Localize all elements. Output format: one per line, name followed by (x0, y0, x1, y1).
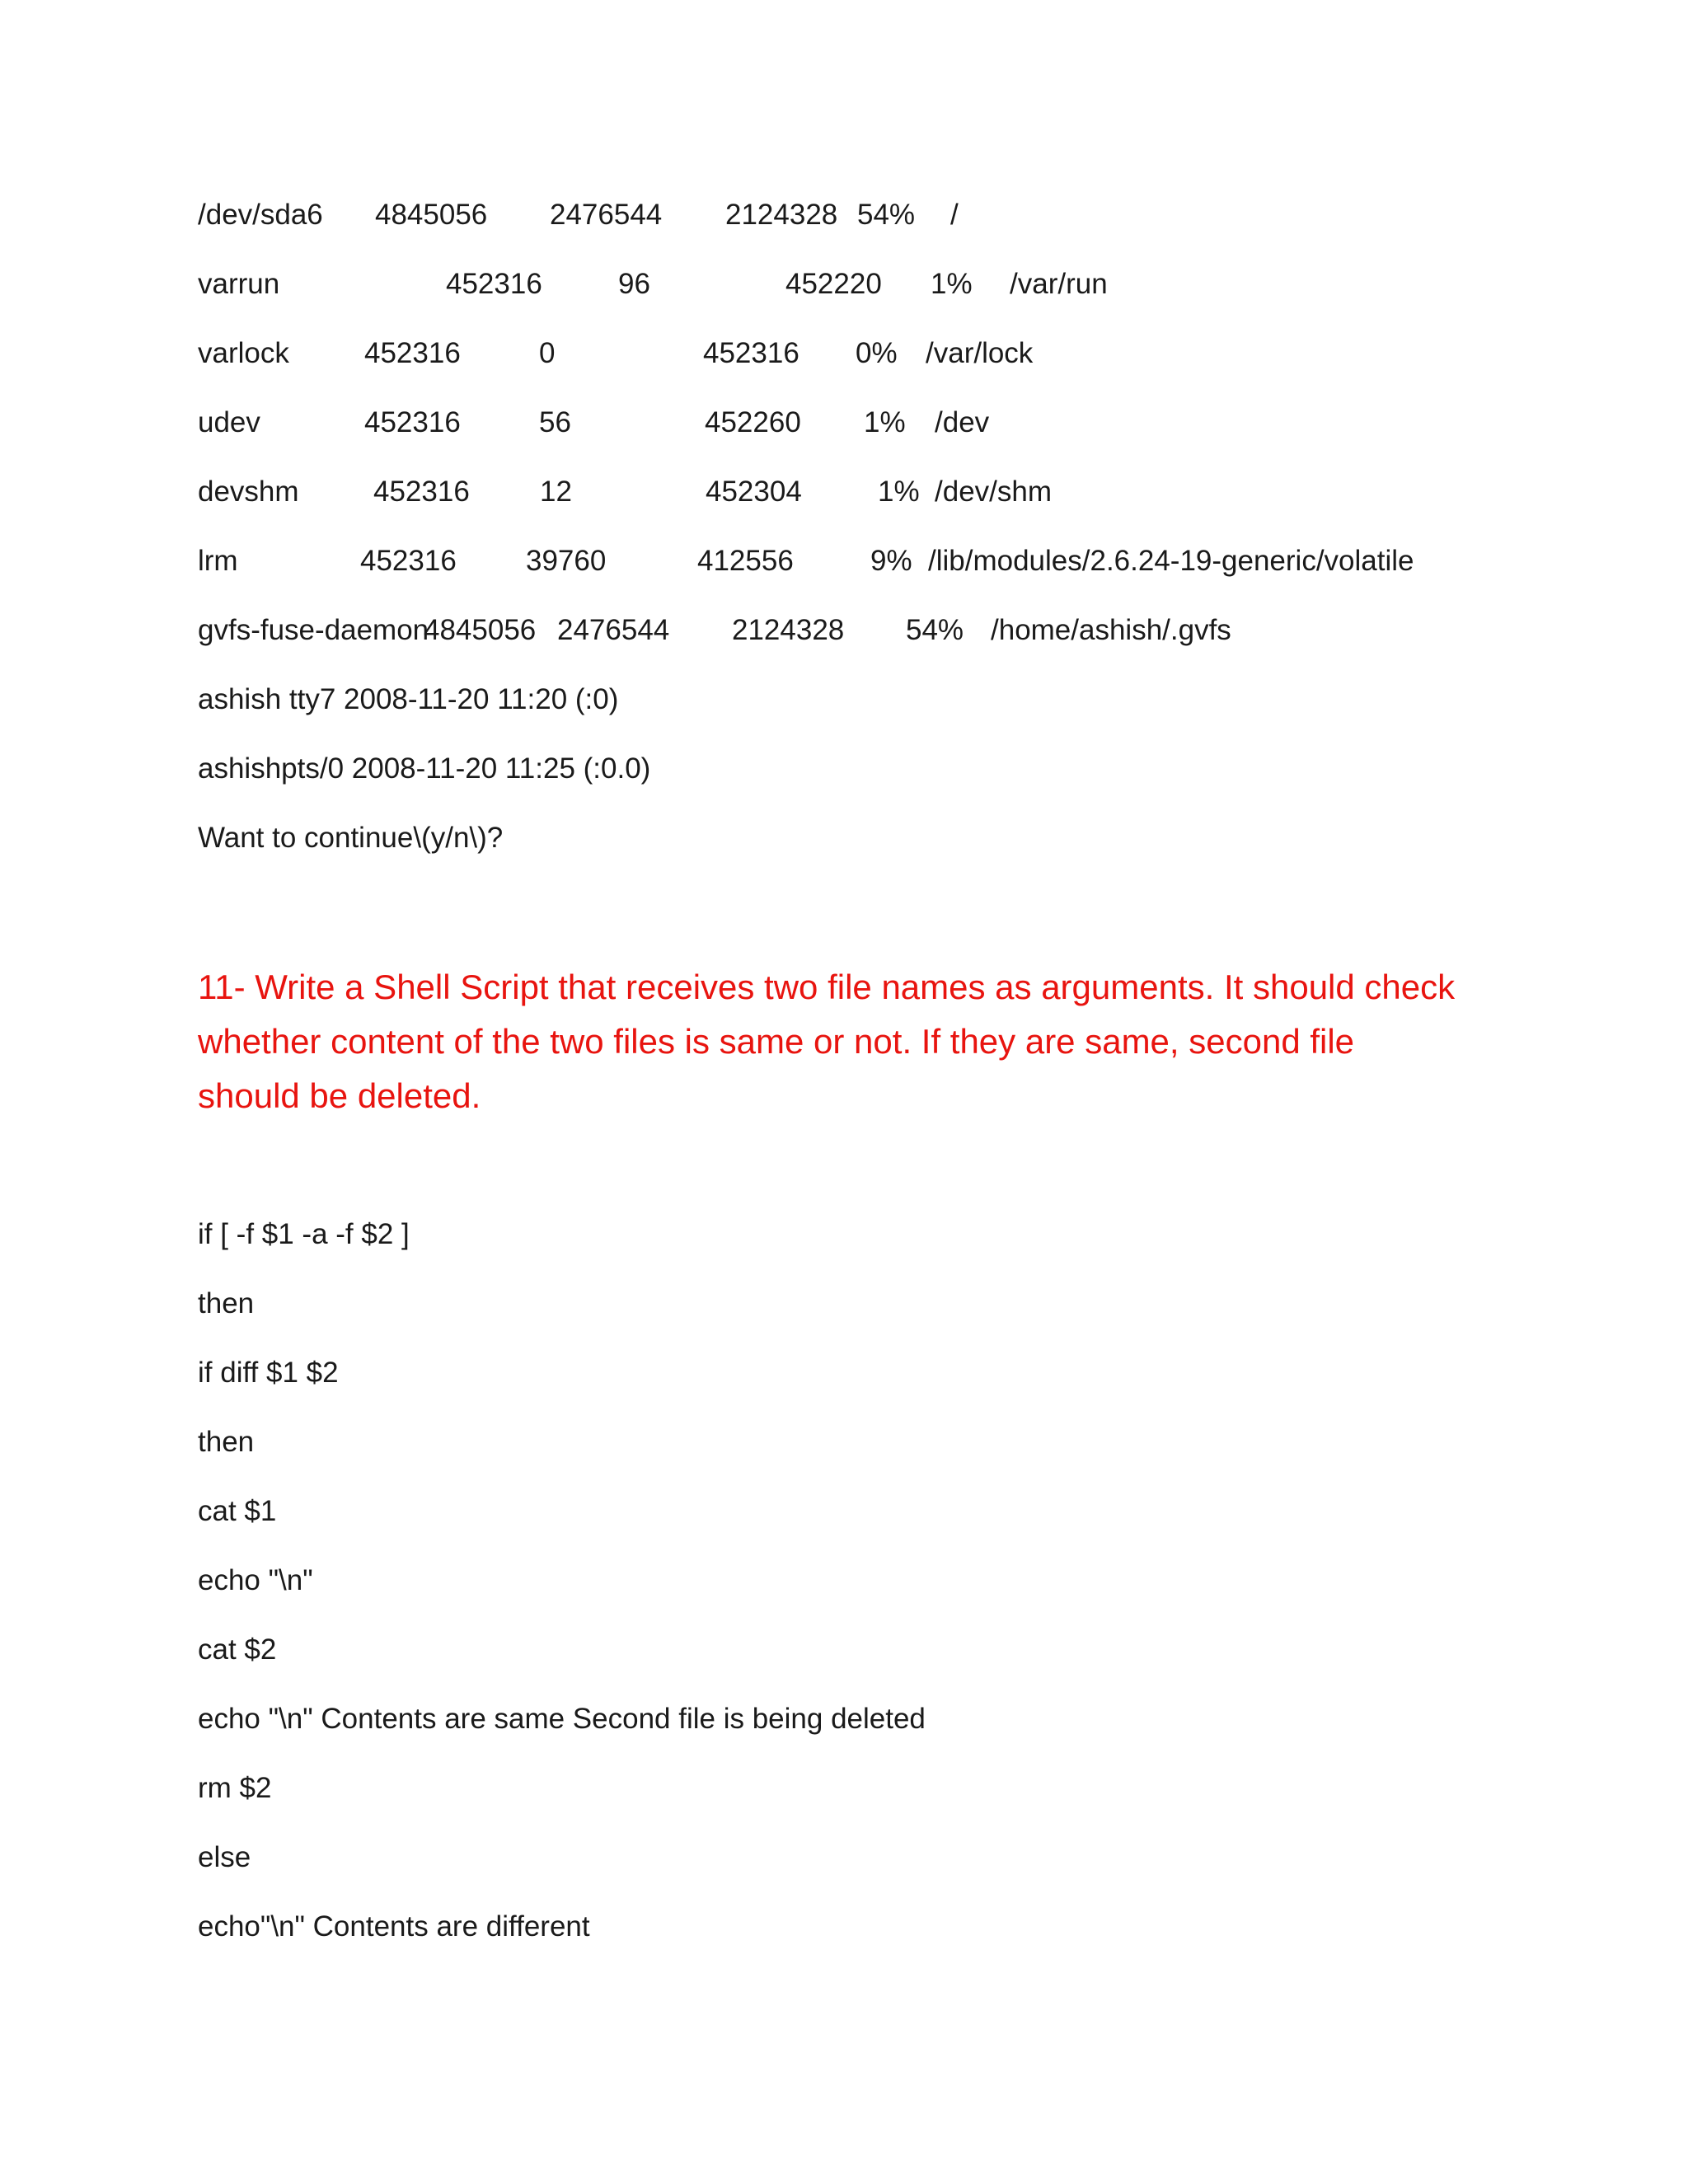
continue-prompt: Want to continue\(y/n\)? (198, 822, 504, 854)
code-line: echo "\n" (198, 1564, 313, 1596)
df-available: 452316 (703, 337, 799, 369)
df-filesystem: varlock (198, 337, 289, 369)
df-available: 2124328 (732, 614, 845, 646)
df-size: 4845056 (424, 614, 537, 646)
question-line: should be deleted. (198, 1076, 481, 1115)
df-used: 39760 (526, 545, 607, 577)
df-available: 452260 (705, 406, 801, 438)
df-available: 452220 (785, 268, 882, 300)
df-row-lrm (0, 537, 1688, 586)
df-filesystem: devshm (198, 476, 299, 508)
code-line: else (198, 1841, 251, 1873)
df-mount: /home/ashish/.gvfs (991, 614, 1231, 646)
df-row-devshm (0, 467, 1688, 517)
code-line: if diff $1 $2 (198, 1357, 339, 1389)
df-filesystem: gvfs-fuse-daemon (198, 614, 429, 646)
df-size: 452316 (364, 406, 461, 438)
df-mount: /var/lock (926, 337, 1034, 369)
df-used: 2476544 (557, 614, 670, 646)
df-use-percent: 54% (857, 199, 916, 231)
df-use-percent: 9% (870, 545, 912, 577)
df-size: 452316 (364, 337, 461, 369)
code-line: if [ -f $1 -a -f $2 ] (198, 1218, 410, 1250)
df-use-percent: 1% (931, 268, 973, 300)
code-line: cat $1 (198, 1495, 277, 1527)
df-used: 96 (618, 268, 650, 300)
code-line: rm $2 (198, 1772, 272, 1804)
code-line: cat $2 (198, 1633, 277, 1666)
df-mount: / (950, 199, 959, 231)
df-size: 452316 (373, 476, 470, 508)
df-size: 452316 (360, 545, 457, 577)
df-row-udev (0, 398, 1688, 448)
df-row-varrun (0, 260, 1688, 309)
df-available: 2124328 (725, 199, 838, 231)
df-row-sda6 (0, 190, 1688, 240)
df-row-varlock (0, 329, 1688, 378)
df-available: 452304 (706, 476, 802, 508)
df-row-gvfs (0, 606, 1688, 655)
df-mount: /dev (935, 406, 990, 438)
code-line: then (198, 1287, 255, 1319)
who-line-pts0: ashishpts/0 2008-11-20 11:25 (:0.0) (198, 752, 651, 785)
df-used: 0 (539, 337, 556, 369)
df-available: 412556 (697, 545, 794, 577)
code-line: then (198, 1426, 255, 1458)
df-use-percent: 0% (856, 337, 898, 369)
df-used: 2476544 (550, 199, 663, 231)
question-heading (198, 960, 1517, 1123)
code-line: echo"\n" Contents are different (198, 1910, 590, 1943)
df-filesystem: /dev/sda6 (198, 199, 323, 231)
df-filesystem: lrm (198, 545, 238, 577)
df-size: 452316 (446, 268, 542, 300)
df-used: 12 (540, 476, 572, 508)
df-mount: /dev/shm (935, 476, 1052, 508)
df-used: 56 (539, 406, 571, 438)
df-filesystem: varrun (198, 268, 280, 300)
df-filesystem: udev (198, 406, 260, 438)
question-line: whether content of the two files is same or not. If they are same, second file (198, 1022, 1355, 1061)
df-use-percent: 1% (864, 406, 906, 438)
df-use-percent: 54% (906, 614, 964, 646)
df-mount: /lib/modules/2.6.24-19-generic/volatile (928, 545, 1414, 577)
code-line: echo "\n" Contents are same Second file is being deleted (198, 1703, 926, 1735)
df-mount: /var/run (1010, 268, 1108, 300)
df-size: 4845056 (375, 199, 488, 231)
df-use-percent: 1% (878, 476, 920, 508)
who-line-tty7: ashish tty7 2008-11-20 11:20 (:0) (198, 683, 619, 715)
question-line: 11- Write a Shell Script that receives two file names as arguments. It should check (198, 968, 1456, 1006)
